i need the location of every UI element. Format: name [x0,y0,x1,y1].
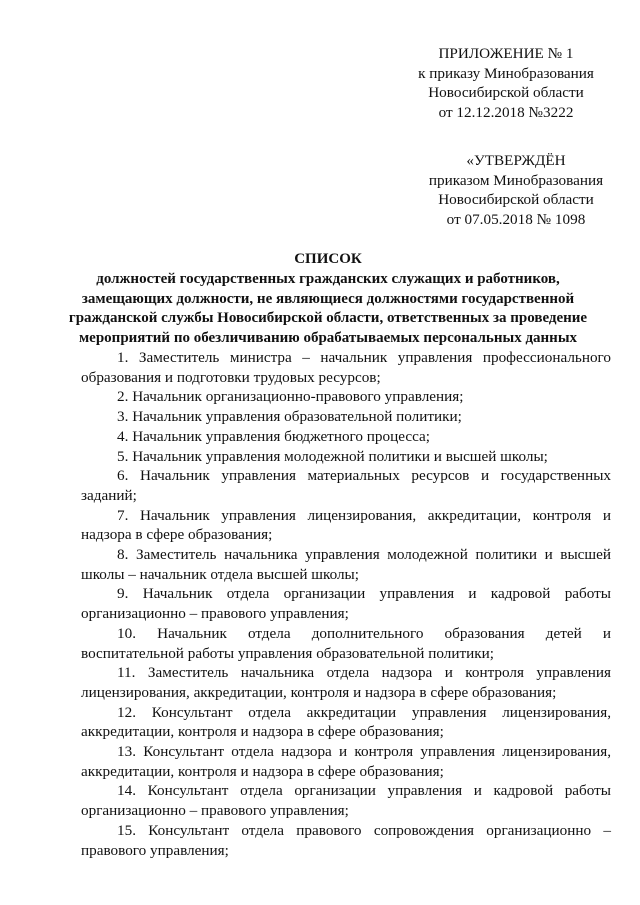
list-item: 7. Начальник управления лицензирования, аккредитации, контроля и надзора в сфере образования; [81,506,611,544]
list-item: 10. Начальник отдела дополнительного образования детей и воспитательной работы управления образовательной политики; [81,624,611,662]
list-item: 15. Консультант отдела правового сопровождения организационно – правового управления; [81,821,611,859]
title-line: мероприятий по обезличиванию обрабатываемых персональных данных [78,329,578,346]
list-item: 13. Консультант отдела надзора и контроля управления лицензирования, аккредитации, контроля и надзора в сфере образования; [81,743,611,780]
approval-date: от 07.05.2018 № 1098 [446,210,586,228]
approval-order-ref: приказом Минобразования [428,171,604,189]
attachment-region: Новосибирской области [428,84,584,102]
list-item: 5. Начальник управления молодежной политики и высшей школы; [117,447,548,465]
document-title [52,250,604,348]
title-heading: СПИСОК [294,251,362,267]
list-item: 2. Начальник организационно-правового управления; [117,388,464,406]
title-line: замещающих должности, не являющиеся должностями государственной [81,290,575,307]
list-item: 14. Консультант отдела организации управления и кадровой работы организационно – правового управления; [81,782,611,820]
approval-stamp [398,151,634,229]
approval-label: «УТВЕРЖДЁН [466,152,566,169]
attachment-order-ref: к приказу Минобразования [418,64,594,82]
list-item: 4. Начальник управления бюджетного процесса; [117,427,430,445]
title-line: гражданской службы Новосибирской области, ответственных за проведение [68,310,588,327]
positions-list [81,348,611,860]
list-item: 1. Заместитель министра – начальник управления профессионального образования и подготовки трудовых ресурсов; [81,349,611,386]
list-item: 3. Начальник управления образовательной политики; [117,408,462,426]
list-item: 12. Консультант отдела аккредитации управления лицензирования, аккредитации, контроля и надзора в сфере образования; [81,703,611,741]
list-item: 9. Начальник отдела организации управления и кадровой работы организационно – правового управления; [81,585,611,623]
list-item: 6. Начальник управления материальных ресурсов и государственных заданий; [81,467,611,504]
list-item: 8. Заместитель начальника управления молодежной политики и высшей школы – начальник отдела высшей школы; [81,546,611,583]
attachment-date: от 12.12.2018 №3222 [438,103,574,121]
title-line: должностей государственных гражданских служащих и работников, [96,271,560,288]
approval-region: Новосибирской области [438,191,594,209]
attachment-header [388,44,624,122]
list-item: 11. Заместитель начальника отдела надзора и контроля управления лицензирования, аккредитации, контроля и надзора в сфере образования; [81,664,611,701]
attachment-label: ПРИЛОЖЕНИЕ № 1 [438,45,574,62]
